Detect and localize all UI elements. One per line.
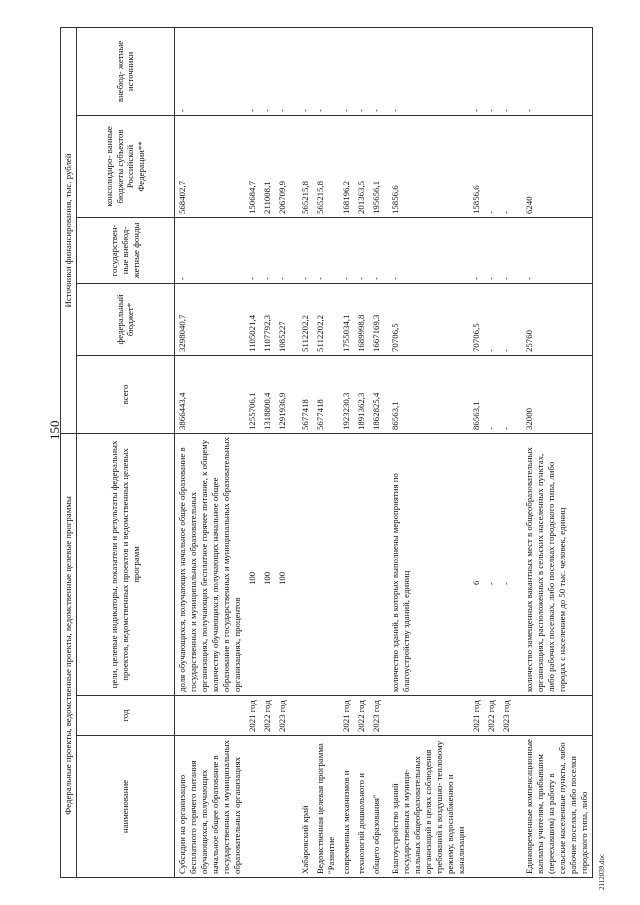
- cell-state-funds: -: [339, 217, 354, 283]
- cell-regional: 6240: [514, 115, 592, 217]
- cell-year: 2021 год: [245, 696, 260, 736]
- cell-regional: 15856,6: [384, 115, 469, 217]
- cell-name: общего образования": [369, 736, 384, 878]
- cell-state-funds: -: [484, 217, 499, 283]
- cell-name: [484, 736, 499, 878]
- header-goals: цели, целевые индикаторы, показатели и результаты федеральных проектов, ведомственных проектов и ведомственных целевых программ: [76, 433, 174, 695]
- cell-extra: -: [369, 27, 384, 115]
- header-federal: федеральный бюджет*: [76, 283, 174, 355]
- cell-goal-value: 6: [469, 433, 484, 695]
- cell-extra: -: [499, 27, 514, 115]
- cell-extra: -: [290, 27, 313, 115]
- cell-total: 1891362,3: [354, 355, 369, 433]
- cell-goal-value: 100: [275, 433, 290, 695]
- cell-year: [514, 696, 592, 736]
- cell-federal: 1107792,3: [260, 283, 275, 355]
- table-row: [469, 27, 484, 877]
- cell-state-funds: -: [499, 217, 514, 283]
- cell-federal: 3298040,7: [174, 283, 244, 355]
- cell-year: [174, 696, 244, 736]
- cell-state-funds: -: [313, 217, 339, 283]
- cell-federal: 25760: [514, 283, 592, 355]
- cell-regional: 211008,1: [260, 115, 275, 217]
- cell-goal-value: 100: [260, 433, 275, 695]
- table-row: [484, 27, 499, 877]
- cell-federal: -: [484, 283, 499, 355]
- cell-name: [275, 736, 290, 878]
- cell-state-funds: -: [290, 217, 313, 283]
- cell-total: 1318800,4: [260, 355, 275, 433]
- cell-name: [469, 736, 484, 878]
- header-row-groups: [61, 27, 77, 877]
- cell-state-funds: -: [354, 217, 369, 283]
- cell-total: 3866443,4: [174, 355, 244, 433]
- table-row: [369, 27, 384, 877]
- table-row: [174, 27, 244, 877]
- cell-extra: -: [384, 27, 469, 115]
- cell-state-funds: -: [260, 217, 275, 283]
- cell-federal: 70706,5: [384, 283, 469, 355]
- cell-state-funds: -: [174, 217, 244, 283]
- cell-extra: -: [514, 27, 592, 115]
- cell-goal: количество зданий, в которых выполнены мероприятия по благоустройству зданий, единиц: [384, 433, 469, 695]
- cell-goal-value: 100: [245, 433, 260, 695]
- cell-total: -: [484, 355, 499, 433]
- cell-name: [245, 736, 260, 878]
- cell-year: 2022 год: [260, 696, 275, 736]
- table-row: [290, 27, 313, 877]
- cell-total: 1255706,1: [245, 355, 260, 433]
- table-row: [354, 27, 369, 877]
- cell-year: 2022 год: [484, 696, 499, 736]
- cell-goal: [369, 433, 384, 695]
- cell-year: 2022 год: [354, 696, 369, 736]
- cell-regional: 565215,8: [313, 115, 339, 217]
- cell-goal: доля обучающихся, получающих начальное общее образование в государственных и муниципальных образовательных организациях, получающих бесплатное горячее питание, к общему количеству обучающихся, получающих начальное общее образование в государственных и муниципальных образовательных организациях, процентов: [174, 433, 244, 695]
- cell-regional: 201363,5: [354, 115, 369, 217]
- cell-regional: 206709,9: [275, 115, 290, 217]
- cell-year: [290, 696, 313, 736]
- footer-doc-name: 2112039.doc: [598, 853, 606, 890]
- cell-goal: [290, 433, 313, 695]
- cell-goal-value: -: [499, 433, 514, 695]
- header-regional: консолидиро- ванные бюджеты субъектов Российской Федерации**: [76, 115, 174, 217]
- cell-total: -: [499, 355, 514, 433]
- cell-extra: -: [469, 27, 484, 115]
- header-total: всего: [76, 355, 174, 433]
- table-row: [313, 27, 339, 877]
- cell-name: технологий дошкольного и: [354, 736, 369, 878]
- rotated-table-container: [60, 0, 640, 878]
- cell-total: 5677418: [290, 355, 313, 433]
- cell-federal: 1667169,3: [369, 283, 384, 355]
- cell-extra: -: [245, 27, 260, 115]
- cell-name: [260, 736, 275, 878]
- header-state-funds: государствен- ные внебюд- жетные фонды: [76, 217, 174, 283]
- cell-state-funds: -: [514, 217, 592, 283]
- cell-regional: 195656,1: [369, 115, 384, 217]
- cell-extra: -: [484, 27, 499, 115]
- cell-regional: 168196,2: [339, 115, 354, 217]
- header-group-projects: Федеральные проекты, ведомственные проекты, ведомственные целевые программы: [61, 433, 77, 877]
- cell-extra: -: [275, 27, 290, 115]
- cell-goal: [313, 433, 339, 695]
- cell-federal: 70706,5: [469, 283, 484, 355]
- table-row: [260, 27, 275, 877]
- cell-extra: -: [313, 27, 339, 115]
- cell-year: 2023 год: [499, 696, 514, 736]
- cell-federal: 5112202,2: [290, 283, 313, 355]
- financing-table: [60, 27, 593, 878]
- cell-name: современных механизмов и: [339, 736, 354, 878]
- header-name: наименование: [76, 736, 174, 878]
- cell-year: 2021 год: [339, 696, 354, 736]
- table-row: [384, 27, 469, 877]
- header-group-financing: Источники финансирования, тыс. рублей: [61, 27, 77, 433]
- cell-extra: -: [339, 27, 354, 115]
- cell-name: Благоустройство зданий государственных и муници- пальных общеобразовательных организаций в целях соблюдения требований к воздушно- тепловому режиму, водоснабжению и канализации: [384, 736, 469, 878]
- table-row: [499, 27, 514, 877]
- cell-total: 32000: [514, 355, 592, 433]
- cell-federal: -: [499, 283, 514, 355]
- cell-federal: 1105021,4: [245, 283, 260, 355]
- cell-regional: 565215,8: [290, 115, 313, 217]
- cell-federal: 5112202,2: [313, 283, 339, 355]
- cell-federal: 1689998,8: [354, 283, 369, 355]
- cell-total: 1862825,4: [369, 355, 384, 433]
- cell-extra: -: [354, 27, 369, 115]
- cell-name: Субсидии на организацию бесплатного горячего питания обучающихся, получающих начальное общее образование в государственных и муниципальных образовательных организациях: [174, 736, 244, 878]
- cell-total: 5677418: [313, 355, 339, 433]
- cell-name: Хабаровский край: [290, 736, 313, 878]
- cell-year: [384, 696, 469, 736]
- cell-state-funds: -: [369, 217, 384, 283]
- cell-goal: [339, 433, 354, 695]
- cell-goal: [354, 433, 369, 695]
- cell-state-funds: -: [469, 217, 484, 283]
- cell-name: [499, 736, 514, 878]
- cell-total: 1923230,3: [339, 355, 354, 433]
- cell-year: 2021 год: [469, 696, 484, 736]
- cell-state-funds: -: [245, 217, 260, 283]
- cell-goal-value: -: [484, 433, 499, 695]
- cell-total: 1291936,9: [275, 355, 290, 433]
- table-row: [275, 27, 290, 877]
- header-row-columns: [76, 27, 174, 877]
- cell-year: 2023 год: [275, 696, 290, 736]
- cell-federal: 1755034,1: [339, 283, 354, 355]
- header-extra: внебюд- жетные источники: [76, 27, 174, 115]
- cell-regional: -: [484, 115, 499, 217]
- table-row: [245, 27, 260, 877]
- cell-year: [313, 696, 339, 736]
- cell-total: 86563,1: [469, 355, 484, 433]
- cell-extra: -: [174, 27, 244, 115]
- table-row: [514, 27, 592, 877]
- cell-regional: -: [499, 115, 514, 217]
- cell-federal: 1085227: [275, 283, 290, 355]
- header-year: год: [76, 696, 174, 736]
- cell-extra: -: [260, 27, 275, 115]
- table-row: [339, 27, 354, 877]
- cell-regional: 150684,7: [245, 115, 260, 217]
- cell-goal: количество замещенных вакантных мест в общеобразовательных организациях, расположенных в сельских населенных пунктах, либо рабочих поселках, либо поселках городского типа, либо городах с населением до 50 тыс. человек, единиц: [514, 433, 592, 695]
- cell-state-funds: -: [275, 217, 290, 283]
- cell-state-funds: -: [384, 217, 469, 283]
- cell-regional: 15856,6: [469, 115, 484, 217]
- cell-regional: 568402,7: [174, 115, 244, 217]
- cell-year: 2023 год: [369, 696, 384, 736]
- cell-name: Ведомственная целевая программа "Развитие: [313, 736, 339, 878]
- page-number: 150: [47, 420, 62, 440]
- cell-total: 86563,1: [384, 355, 469, 433]
- cell-name: Единовременные компенсационные выплаты учителям, прибывшим (переехавшим) на работу в сельские населенные пункты, либо рабочие поселки, либо поселки городского типа, либо: [514, 736, 592, 878]
